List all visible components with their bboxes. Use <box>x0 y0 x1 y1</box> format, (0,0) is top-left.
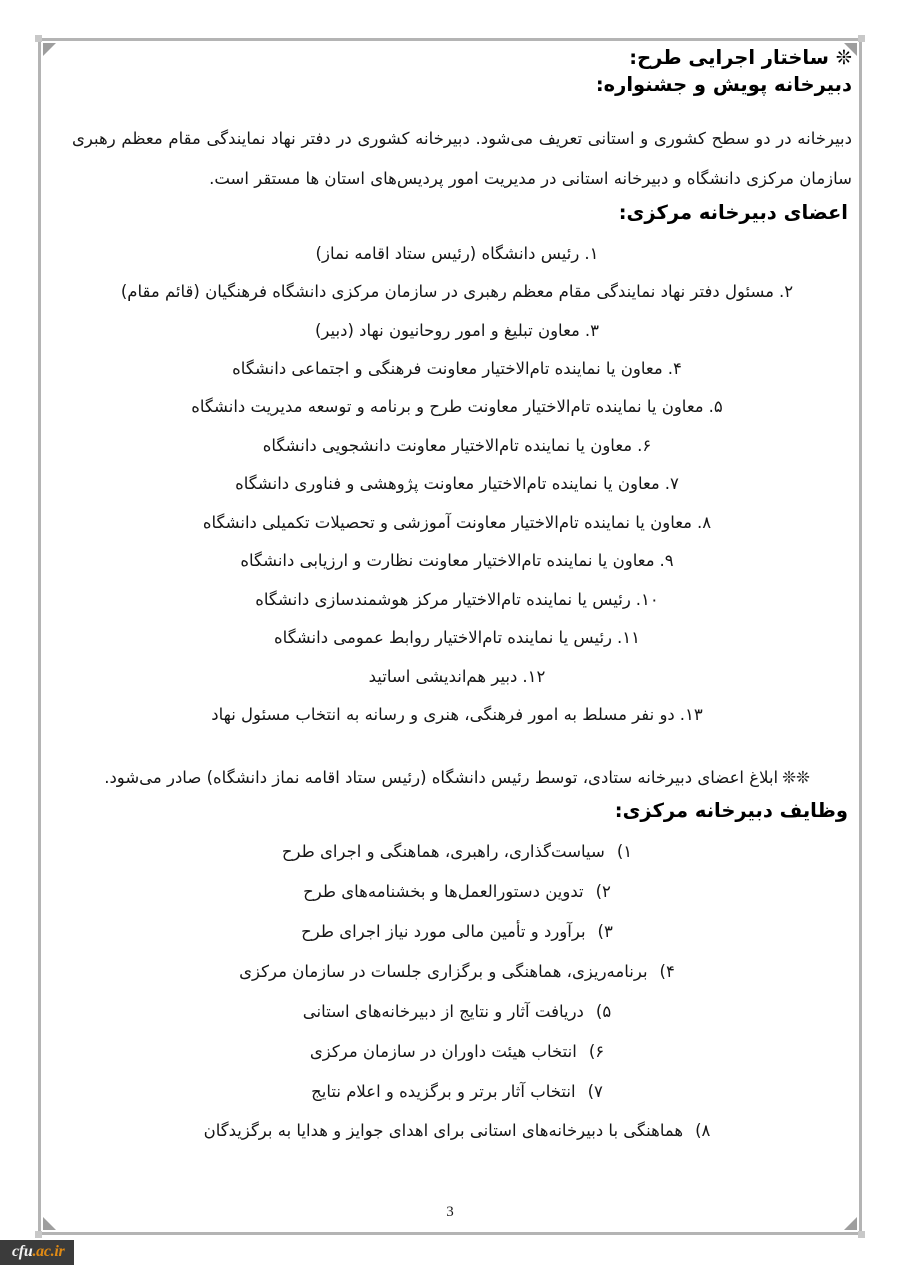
list-item-number: ۴. <box>667 359 682 379</box>
list-item-number: ۷) <box>587 1081 603 1101</box>
list-item-label: معاون یا نماینده تام‌الاختیار معاونت فرهنگی و اجتماعی دانشگاه <box>232 359 663 379</box>
list-item <box>62 952 852 992</box>
list-item <box>62 992 852 1032</box>
list-item-number: ۹. <box>659 551 674 571</box>
list-item <box>62 832 852 872</box>
list-item-number: ۴) <box>659 961 675 981</box>
list-central-secretariat-members <box>62 235 852 735</box>
list-item <box>62 350 852 388</box>
list-item-label: انتخاب آثار برتر و برگزیده و اعلام نتایج <box>311 1081 576 1101</box>
list-item <box>62 1032 852 1072</box>
list-item <box>62 619 852 657</box>
list-item-number: ۳. <box>584 320 600 340</box>
list-item-label: تدوین دستورالعمل‌ها و بخشنامه‌های طرح <box>303 881 584 901</box>
list-item-number: ۲) <box>595 881 611 901</box>
list-item-label: سیاست‌گذاری، راهبری، هماهنگی و اجرای طرح <box>281 842 605 862</box>
list-item-number: ۸. <box>697 512 712 532</box>
list-item-number: ۱۱. <box>617 628 640 648</box>
corner-ornament-top-left-icon <box>43 43 56 56</box>
watermark-tld: .ac.ir <box>32 1243 65 1260</box>
list-item-label: دو نفر مسلط به امور فرهنگی، هنری و رسانه به انتخاب مسئول نهاد <box>211 704 675 724</box>
frame-nub-top-right-icon <box>858 35 865 42</box>
frame-nub-top-left-icon <box>35 35 42 42</box>
list-item-label: دریافت آثار و نتایج از دبیرخانه‌های استانی <box>302 1001 584 1021</box>
list-item-label: معاون یا نماینده تام‌الاختیار معاونت نظارت و ارزیابی دانشگاه <box>240 551 655 571</box>
list-item <box>62 427 852 465</box>
note-asterisk-icon: ❊❊ <box>782 768 810 788</box>
list-item-number: ۱۰. <box>635 589 659 609</box>
list-item <box>62 1111 852 1151</box>
list-item-label: هماهنگی با دبیرخانه‌های استانی برای اهدای جوایز و هدایا به برگزیدگان <box>203 1121 684 1141</box>
list-item-number: ۱۲. <box>522 666 546 686</box>
list-item-number: ۷. <box>664 474 679 494</box>
list-item <box>62 312 852 350</box>
list-item-label: انتخاب هیئت داوران در سازمان مرکزی <box>309 1041 577 1061</box>
list-item-label: معاون تبلیغ و امور روحانیون نهاد (دبیر) <box>314 320 580 340</box>
list-item <box>62 542 852 580</box>
list-item-number: ۵) <box>595 1001 612 1021</box>
list-item-number: ۳) <box>597 921 613 941</box>
list-item <box>62 696 852 734</box>
list-item-label: مسئول دفتر نهاد نمایندگی مقام معظم رهبری در سازمان مرکزی دانشگاه فرهنگیان (قائم مقام) <box>120 282 775 302</box>
heading-central-secretariat-duties: وظایف دبیرخانه مرکزی: <box>614 798 848 822</box>
heading-executive-structure: ❊ ساختار اجرایی طرح: <box>629 46 852 69</box>
heading-secretariat: دبیرخانه پویش و جشنواره: <box>595 73 852 97</box>
list-item <box>62 465 852 503</box>
document-content <box>62 44 852 1213</box>
list-item <box>62 273 852 311</box>
list-item-number: ۱. <box>584 243 599 263</box>
list-item-label: رئیس دانشگاه (رئیس ستاد اقامه نماز) <box>315 243 580 263</box>
list-item <box>62 581 852 619</box>
list-item <box>62 388 852 426</box>
note-text: ابلاغ اعضای دبیرخانه ستادی، توسط رئیس دانشگاه (رئیس ستاد اقامه نماز دانشگاه) صادر می‌شود. <box>104 768 779 788</box>
watermark-name: cfu <box>12 1243 33 1260</box>
list-item-label: برآورد و تأمین مالی مورد نیاز اجرای طرح <box>301 921 586 941</box>
paragraph-secretariat-description: دبیرخانه در دو سطح کشوری و استانی تعریف می‌شود. دبیرخانه کشوری در دفتر نهاد نمایندگی مقام معظم رهبری سازمان مرکزی دانشگاه و دبیرخانه استانی در مدیریت امور پردیس‌های استان ها مستقر است. <box>72 128 852 189</box>
list-item-number: ۶. <box>637 435 652 455</box>
list-item-label: رئیس یا نماینده تام‌الاختیار روابط عمومی دانشگاه <box>274 628 612 648</box>
list-item-number: ۸) <box>695 1121 711 1141</box>
frame-nub-bottom-right-icon <box>858 1231 865 1238</box>
list-item <box>62 1072 852 1112</box>
list-item <box>62 235 852 273</box>
list-item-label: معاون یا نماینده تام‌الاختیار معاونت پژوهشی و فناوری دانشگاه <box>235 474 660 494</box>
list-item <box>62 658 852 696</box>
page-number: 3 <box>446 1204 454 1220</box>
list-item-label: برنامه‌ریزی، هماهنگی و برگزاری جلسات در سازمان مرکزی <box>239 961 648 981</box>
list-item <box>62 504 852 542</box>
list-item-label: دبیر هم‌اندیشی اساتید <box>368 666 518 686</box>
frame-nub-bottom-left-icon <box>35 1231 42 1238</box>
list-central-secretariat-duties <box>62 832 852 1151</box>
list-item-number: ۲. <box>779 282 794 302</box>
list-item-number: ۵. <box>708 397 723 417</box>
watermark-cfu <box>0 1240 74 1265</box>
list-item <box>62 912 852 952</box>
list-item-label: معاون یا نماینده تام‌الاختیار معاونت طرح و برنامه و توسعه مدیریت دانشگاه <box>191 397 704 417</box>
heading-central-secretariat-members: اعضای دبیرخانه مرکزی: <box>618 201 848 225</box>
list-item-label: معاون یا نماینده تام‌الاختیار معاونت آموزشی و تحصیلات تکمیلی دانشگاه <box>202 512 693 532</box>
list-item <box>62 872 852 912</box>
note-secretariat-appointment <box>62 760 852 796</box>
list-item-number: ۶) <box>588 1041 605 1061</box>
list-item-label: معاون یا نماینده تام‌الاختیار معاونت دانشجویی دانشگاه <box>262 435 633 455</box>
list-item-number: ۱۳. <box>679 704 703 724</box>
list-item-number: ۱) <box>616 842 633 862</box>
list-item-label: رئیس یا نماینده تام‌الاختیار مرکز هوشمندسازی دانشگاه <box>255 589 631 609</box>
